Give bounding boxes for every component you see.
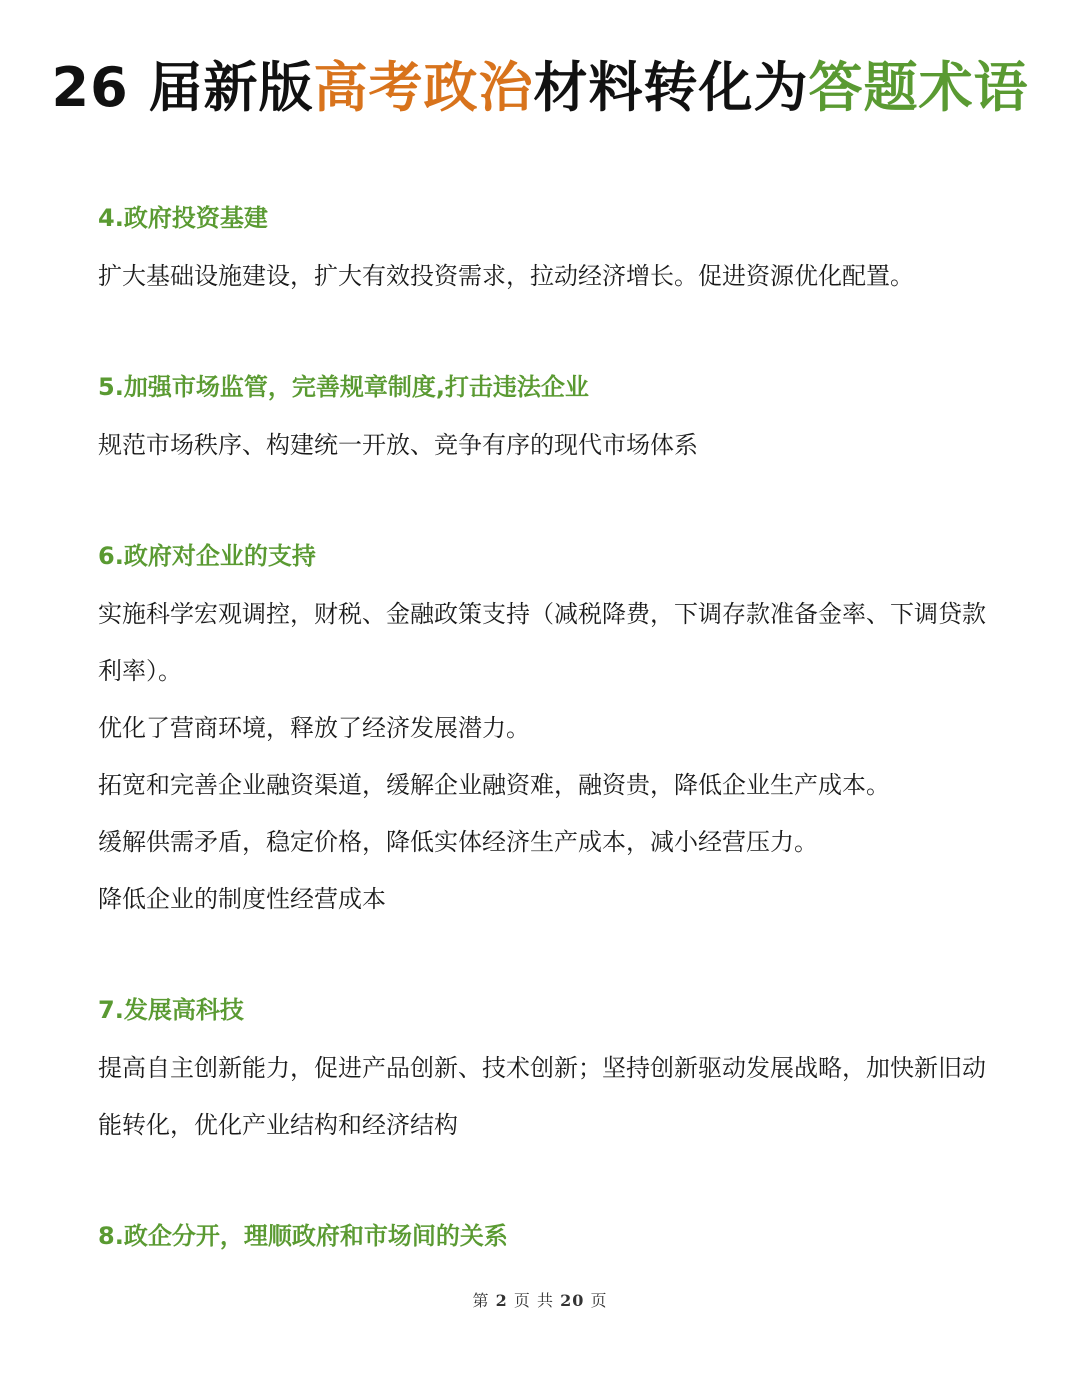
footer-page-number: 2 <box>495 1291 508 1310</box>
section-paragraph: 规范市场秩序、构建统一开放、竞争有序的现代市场体系 <box>98 431 698 459</box>
section-paragraph: 提高自主创新能力，促进产品创新、技术创新；坚持创新驱动发展战略，加快新旧动能转化，优化产业结构和经济结构 <box>98 1054 986 1139</box>
title-part-terms: 答题术语 <box>808 56 1029 119</box>
section-paragraph: 扩大基础设施建设，扩大有效投资需求，拉动经济增长。促进资源优化配置。 <box>98 262 914 290</box>
section-heading: 7.发展高科技 <box>98 996 244 1024</box>
section-8 <box>98 1220 988 1252</box>
title-part-subject: 高考政治 <box>313 56 534 119</box>
footer-prefix: 第 <box>472 1291 490 1310</box>
section-heading: 5.加强市场监管，完善规章制度,打击违法企业 <box>98 373 589 401</box>
footer-total-pages: 20 <box>560 1291 585 1310</box>
section-paragraph: 拓宽和完善企业融资渠道，缓解企业融资难，融资贵，降低企业生产成本。 <box>98 771 890 799</box>
page-title <box>0 48 1080 128</box>
page-footer <box>0 1288 1080 1311</box>
section-7 <box>98 994 988 1154</box>
footer-middle: 页 共 <box>513 1291 554 1310</box>
section-paragraph: 缓解供需矛盾，稳定价格，降低实体经济生产成本，减小经营压力。 <box>98 828 818 856</box>
section-6 <box>98 540 988 928</box>
footer-suffix: 页 <box>590 1291 608 1310</box>
section-heading: 4.政府投资基建 <box>98 204 268 232</box>
section-heading: 8.政企分开，理顺政府和市场间的关系 <box>98 1222 508 1250</box>
section-paragraph: 实施科学宏观调控，财税、金融政策支持（减税降费，下调存款准备金率、下调贷款利率）。 <box>98 600 986 685</box>
section-heading: 6.政府对企业的支持 <box>98 542 316 570</box>
section-paragraph: 降低企业的制度性经营成本 <box>98 885 386 913</box>
section-5 <box>98 371 988 474</box>
title-part-number: 26 届新版 <box>51 56 314 119</box>
title-part-middle: 材料转化为 <box>533 56 809 119</box>
section-4 <box>98 202 988 305</box>
section-paragraph: 优化了营商环境，释放了经济发展潜力。 <box>98 714 530 742</box>
